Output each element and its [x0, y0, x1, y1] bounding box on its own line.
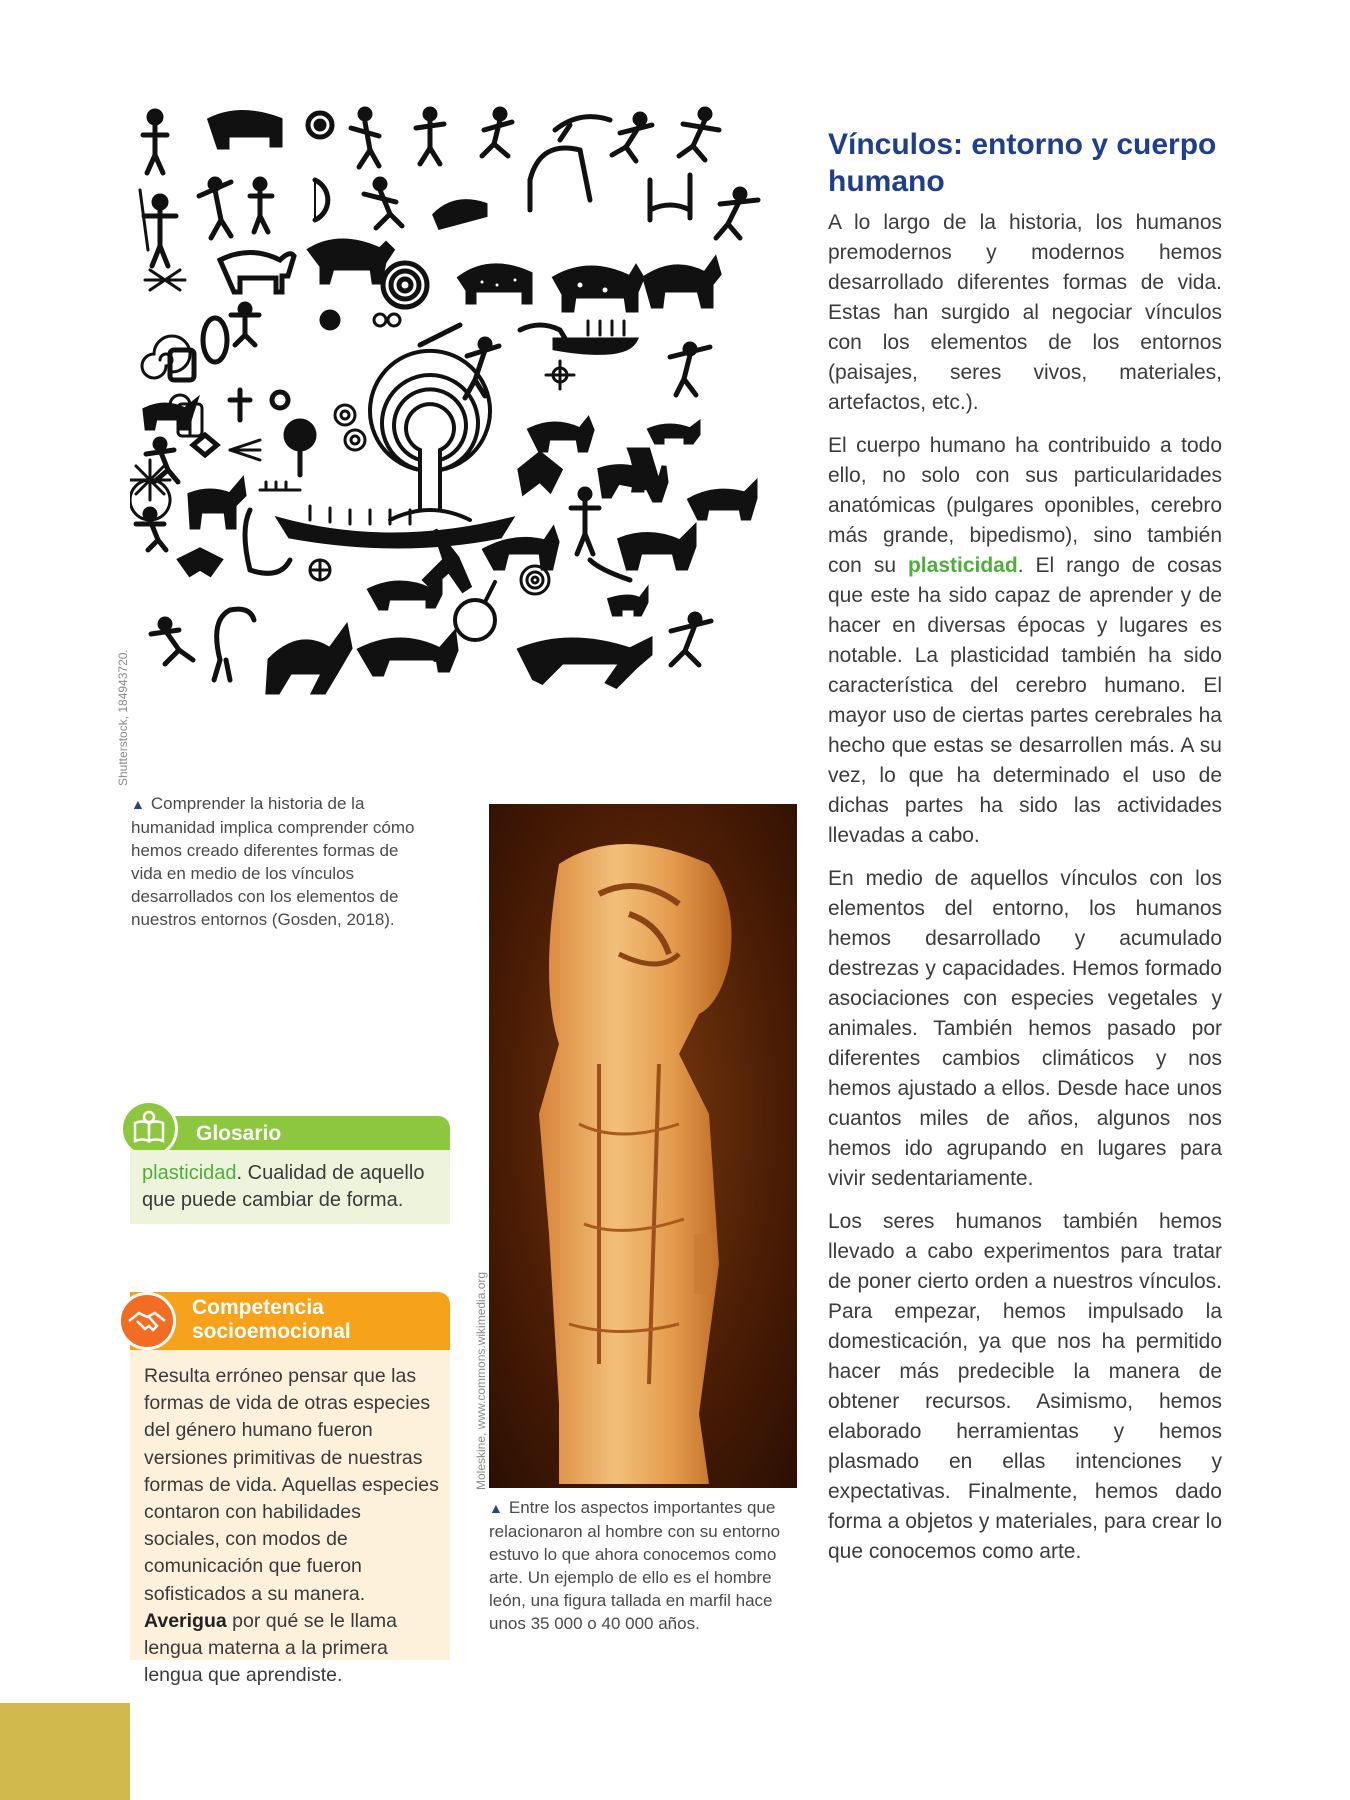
competence-title: Competencia socioemocional: [192, 1296, 351, 1343]
competence-body: [130, 1350, 450, 1687]
lion-photo-credit: Moleskine, www.commons.wikimedia.org: [474, 1271, 488, 1490]
paragraph-2: [828, 431, 1222, 851]
competence-text-before: Resulta erróneo pensar que las formas de vida de otras especies del género humano fueron versiones primitivas de nuestras formas de vida. Aquellas especies contaron con habilidades sociales, con modos de comunicación que fueron sofisticados a su manera.: [144, 1365, 439, 1605]
glossary-title: Glosario: [196, 1122, 282, 1145]
competence-header: [130, 1292, 450, 1350]
glossary-definition: . Cualidad de aquello que puede cambiar de forma.: [142, 1162, 425, 1211]
petroglyph-caption: [131, 792, 421, 931]
section-title: Vínculos: entorno y cuerpo humano: [828, 128, 1217, 198]
caption-triangle-icon: ▲: [131, 796, 145, 812]
plasticidad-highlight: plasticidad: [907, 554, 1018, 577]
paragraph-2-before: El cuerpo humano ha contribuido a todo ello, no solo con sus particularidades anatómicas (pulgares oponibles, cerebro más grande, bipedismo), sino también con su: [828, 434, 1222, 577]
lion-man-figurine-photo: [489, 804, 797, 1488]
competence-emphasis: Averigua: [144, 1609, 227, 1632]
lion-caption: [489, 1496, 801, 1635]
caption-triangle-icon: ▲: [489, 1500, 503, 1516]
glossary-header: [130, 1116, 450, 1150]
paragraph-4: Los seres humanos también hemos llevado a cabo experimentos para tratar de poner cierto orden a nuestros vínculos. Para empezar, hemos impulsado la domesticación, ya que nos ha permitido hacer más predecible la manera de obtener recursos. Asimismo, hemos elaborado herramientas y hemos plasmado en ellas intenciones y expectativas. Finalmente, hemos dado forma a objetos y materiales, para crear lo que conocemos como arte.: [828, 1210, 1222, 1563]
handshake-icon: [118, 1292, 176, 1350]
page-number-strip: [0, 1703, 130, 1800]
petroglyphs-illustration: [130, 100, 790, 790]
main-text-column: [828, 126, 1222, 1580]
paragraph-2-after: . El rango de cosas que este ha sido capaz de aprender y de hacer en diversas épocas y lugares es notable. La plasticidad también ha sido característica del cerebro humano. El mayor uso de ciertas partes cerebrales ha hecho que estas se desarrollen más. A su vez, lo que ha determinado el uso de dichas partes ha sido las actividades llevadas a cabo.: [828, 554, 1222, 847]
lion-caption-text: Entre los aspectos importantes que relacionaron al hombre con su entorno estuvo lo que ahora conocemos como arte. Un ejemplo de ello es el hombre león, una figura tallada en marfil hace unos 35 000 o 40 000 años.: [489, 1498, 781, 1633]
competence-text-after: por qué se le llama lengua materna a la primera lengua que aprendiste.: [144, 1609, 397, 1687]
petroglyph-photo-credit: Shutterstock, 184943720.: [116, 649, 130, 786]
glossary-term: plasticidad: [142, 1162, 237, 1184]
paragraph-1: A lo largo de la historia, los humanos premodernos y modernos hemos desarrollado diferentes formas de vida. Estas han surgido al negociar vínculos con los elementos de los entornos (paisajes, seres vivos, materiales, artefactos, etc.).: [828, 211, 1222, 414]
page-number: 22: [76, 1680, 101, 1705]
petroglyph-caption-text: Comprender la historia de la humanidad implica comprender cómo hemos creado diferentes formas de vida en medio de los vínculos desarrollados con los elementos de nuestros entornos (Gosden, 2018).: [131, 794, 415, 929]
paragraph-3: En medio de aquellos vínculos con los elementos del entorno, los humanos hemos desarrollado y acumulado destrezas y capacidades. Hemos formado asociaciones con especies vegetales y animales. También hemos pasado por diferentes cambios climáticos y nos hemos ajustado a ellos. Desde hace unos cuantos miles de años, algunos nos hemos ido agrupando en lugares para vivir sedentariamente.: [828, 867, 1222, 1190]
glossary-body: [130, 1150, 450, 1224]
